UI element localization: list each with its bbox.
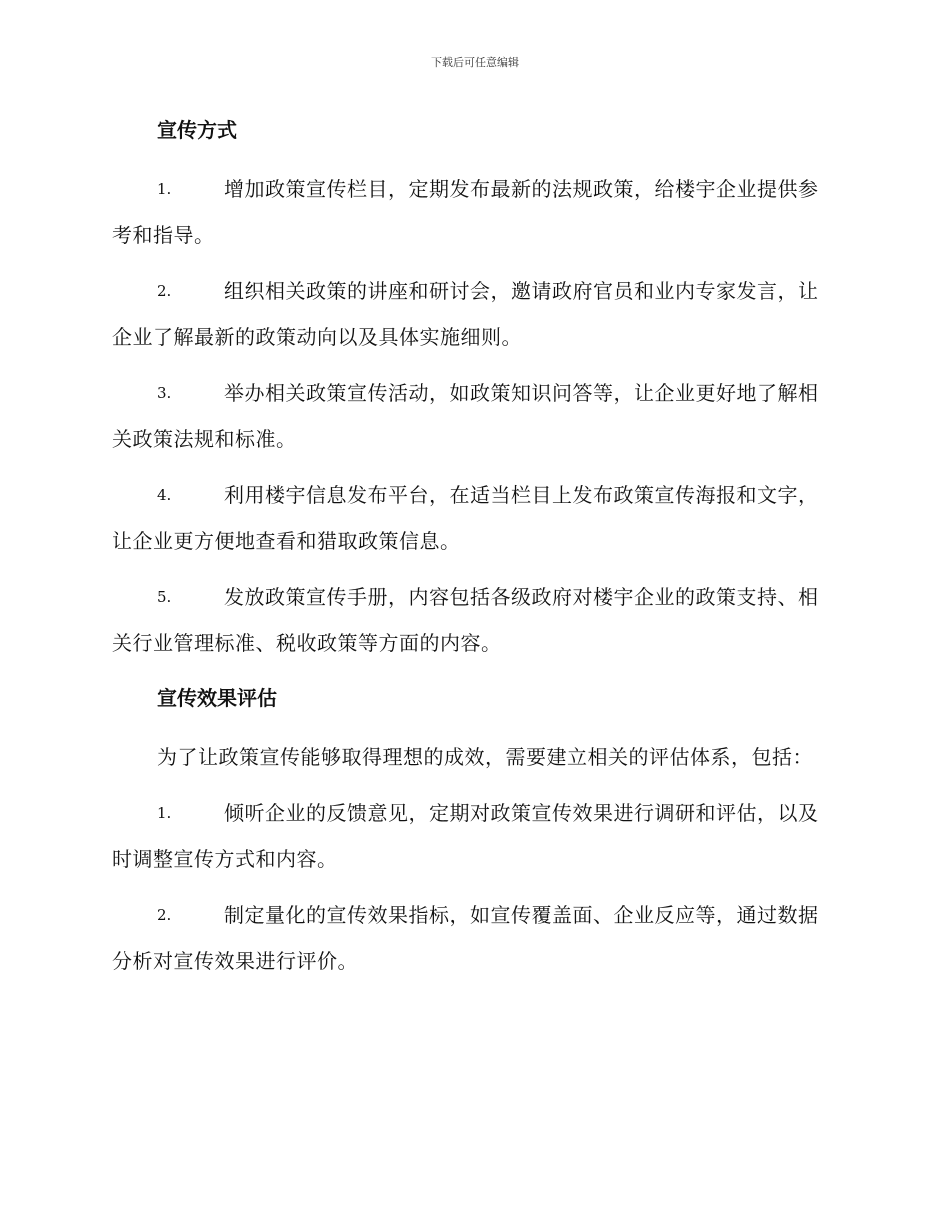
list-item-number: 3. — [157, 384, 172, 402]
list-item-number: 5. — [157, 588, 172, 606]
list-item — [112, 370, 834, 462]
section-heading-promotion-methods: 宣传方式 — [157, 118, 237, 142]
header-note: 下载后可任意编辑 — [431, 56, 519, 69]
list-item-number: 1. — [157, 180, 172, 198]
list-item-text: 倾听企业的反馈意见，定期对政策宣传效果进行调研和评估，以及时调整宣传方式和内容。 — [112, 801, 819, 871]
list-item-text: 组织相关政策的讲座和研讨会，邀请政府官员和业内专家发言，让企业了解最新的政策动向以及具体实施细则。 — [112, 279, 819, 349]
list-item-number: 1. — [157, 804, 172, 822]
list-item-text: 制定量化的宣传效果指标，如宣传覆盖面、企业反应等，通过数据分析对宣传效果进行评价。 — [112, 903, 819, 973]
list-item-text: 举办相关政策宣传活动，如政策知识问答等，让企业更好地了解相关政策法规和标准。 — [112, 381, 819, 451]
section-intro-paragraph: 为了让政策宣传能够取得理想的成效，需要建立相关的评估体系，包括： — [157, 745, 813, 769]
list-item — [112, 166, 834, 258]
list-item-number: 4. — [157, 486, 172, 504]
list-item — [112, 790, 834, 882]
list-item-number: 2. — [157, 282, 172, 300]
list-item — [112, 472, 834, 564]
list-item-text: 利用楼宇信息发布平台，在适当栏目上发布政策宣传海报和文字，让企业更方便地查看和猎取政策信息。 — [112, 483, 819, 553]
list-item-number: 2. — [157, 906, 172, 924]
list-item-text: 增加政策宣传栏目，定期发布最新的法规政策，给楼宇企业提供参考和指导。 — [112, 177, 819, 247]
section-heading-effect-evaluation: 宣传效果评估 — [157, 686, 277, 710]
list-item — [112, 892, 834, 984]
list-item — [112, 574, 834, 666]
document-body — [112, 110, 834, 984]
list-item — [112, 268, 834, 360]
list-item-text: 发放政策宣传手册，内容包括各级政府对楼宇企业的政策支持、相关行业管理标准、税收政策等方面的内容。 — [112, 585, 819, 655]
